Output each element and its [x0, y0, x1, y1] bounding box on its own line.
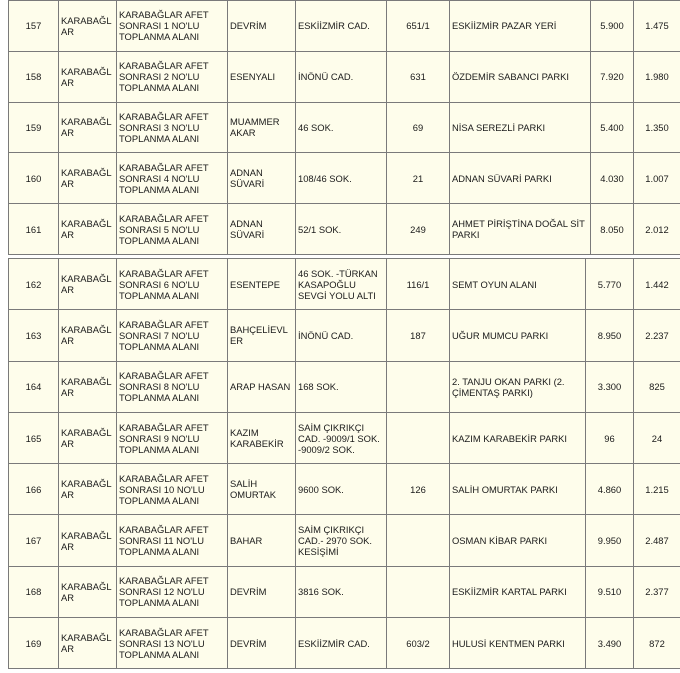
street-cell: ESKİİZMİR CAD. — [296, 618, 387, 669]
area-m2-cell: 8.050 — [591, 204, 634, 255]
door-number-cell — [387, 566, 450, 617]
door-number-cell — [387, 412, 450, 463]
table-row — [9, 153, 680, 204]
assembly-area-name-cell: KARABAĞLAR AFET SONRASI 10 NO'LU TOPLANMA ALANI — [117, 464, 228, 515]
table-row — [9, 515, 680, 566]
row-number: 157 — [9, 1, 59, 52]
door-number-cell: 21 — [387, 153, 450, 204]
district-cell: KARABAĞLAR — [59, 566, 117, 617]
park-name-cell: UĞUR MUMCU PARKI — [450, 310, 586, 361]
area-m2-cell: 9.950 — [586, 515, 634, 566]
area-m2-cell: 96 — [586, 412, 634, 463]
neighborhood-cell: ARAP HASAN — [228, 361, 296, 412]
table-row — [9, 102, 680, 153]
district-cell: KARABAĞLAR — [59, 464, 117, 515]
door-number-cell: 249 — [387, 204, 450, 255]
neighborhood-cell: MUAMMER AKAR — [228, 102, 296, 153]
row-number: 165 — [9, 412, 59, 463]
park-name-cell: ESKİİZMİR KARTAL PARKI — [450, 566, 586, 617]
district-cell: KARABAĞLAR — [59, 204, 117, 255]
assembly-area-name-cell: KARABAĞLAR AFET SONRASI 9 NO'LU TOPLANMA ALANI — [117, 412, 228, 463]
street-cell: ESKİİZMİR CAD. — [296, 1, 387, 52]
table-row — [9, 412, 680, 463]
table-row — [9, 1, 680, 52]
table-body-part-1 — [9, 1, 680, 255]
door-number-cell: 651/1 — [387, 1, 450, 52]
district-cell: KARABAĞLAR — [59, 412, 117, 463]
row-number: 160 — [9, 153, 59, 204]
park-name-cell: SALİH OMURTAK PARKI — [450, 464, 586, 515]
park-name-cell: HULUSİ KENTMEN PARKI — [450, 618, 586, 669]
table-row — [9, 618, 680, 669]
street-cell: 9600 SOK. — [296, 464, 387, 515]
park-name-cell: ESKİİZMİR PAZAR YERİ — [450, 1, 591, 52]
capacity-cell: 872 — [634, 618, 680, 669]
table-row — [9, 464, 680, 515]
table-row — [9, 259, 680, 310]
neighborhood-cell: ADNAN SÜVARİ — [228, 204, 296, 255]
area-m2-cell: 4.030 — [591, 153, 634, 204]
street-cell: SAİM ÇIKRIKÇI CAD. -9009/1 SOK. -9009/2 SOK. — [296, 412, 387, 463]
table-body-part-2 — [9, 259, 680, 669]
park-name-cell: 2. TANJU OKAN PARKI (2. ÇİMENTAŞ PARKI) — [450, 361, 586, 412]
district-cell: KARABAĞLAR — [59, 1, 117, 52]
table-row — [9, 566, 680, 617]
neighborhood-cell: ESENTEPE — [228, 259, 296, 310]
assembly-areas-table-part-1 — [8, 0, 680, 255]
street-cell: 52/1 SOK. — [296, 204, 387, 255]
assembly-area-name-cell: KARABAĞLAR AFET SONRASI 12 NO'LU TOPLANMA ALANI — [117, 566, 228, 617]
assembly-areas-table-part-2 — [8, 258, 680, 669]
district-cell: KARABAĞLAR — [59, 310, 117, 361]
street-cell: 46 SOK. — [296, 102, 387, 153]
street-cell: İNÖNÜ CAD. — [296, 51, 387, 102]
assembly-area-name-cell: KARABAĞLAR AFET SONRASI 11 NO'LU TOPLANMA ALANI — [117, 515, 228, 566]
neighborhood-cell: ESENYALI — [228, 51, 296, 102]
neighborhood-cell: DEVRİM — [228, 1, 296, 52]
capacity-cell: 2.487 — [634, 515, 680, 566]
assembly-area-name-cell: KARABAĞLAR AFET SONRASI 1 NO'LU TOPLANMA ALANI — [117, 1, 228, 52]
neighborhood-cell: DEVRİM — [228, 566, 296, 617]
door-number-cell: 631 — [387, 51, 450, 102]
assembly-area-name-cell: KARABAĞLAR AFET SONRASI 13 NO'LU TOPLANMA ALANI — [117, 618, 228, 669]
street-cell: 46 SOK. -TÜRKAN KASAPOĞLU SEVGİ YOLU ALTI — [296, 259, 387, 310]
street-cell: 108/46 SOK. — [296, 153, 387, 204]
area-m2-cell: 5.900 — [591, 1, 634, 52]
area-m2-cell: 5.400 — [591, 102, 634, 153]
district-cell: KARABAĞLAR — [59, 259, 117, 310]
district-cell: KARABAĞLAR — [59, 618, 117, 669]
park-name-cell: ÖZDEMİR SABANCI PARKI — [450, 51, 591, 102]
capacity-cell: 1.215 — [634, 464, 680, 515]
table-row — [9, 361, 680, 412]
door-number-cell: 116/1 — [387, 259, 450, 310]
capacity-cell: 825 — [634, 361, 680, 412]
capacity-cell: 2.377 — [634, 566, 680, 617]
park-name-cell: OSMAN KİBAR PARKI — [450, 515, 586, 566]
capacity-cell: 1.475 — [634, 1, 680, 52]
capacity-cell: 24 — [634, 412, 680, 463]
street-cell: SAİM ÇIKRIKÇI CAD.- 2970 SOK. KESİŞİMİ — [296, 515, 387, 566]
area-m2-cell: 4.860 — [586, 464, 634, 515]
neighborhood-cell: DEVRİM — [228, 618, 296, 669]
assembly-area-name-cell: KARABAĞLAR AFET SONRASI 7 NO'LU TOPLANMA ALANI — [117, 310, 228, 361]
row-number: 164 — [9, 361, 59, 412]
row-number: 159 — [9, 102, 59, 153]
neighborhood-cell: SALİH OMURTAK — [228, 464, 296, 515]
capacity-cell: 2.237 — [634, 310, 680, 361]
neighborhood-cell: ADNAN SÜVARİ — [228, 153, 296, 204]
assembly-area-name-cell: KARABAĞLAR AFET SONRASI 4 NO'LU TOPLANMA ALANI — [117, 153, 228, 204]
park-name-cell: KAZIM KARABEKİR PARKI — [450, 412, 586, 463]
table-row — [9, 204, 680, 255]
door-number-cell: 603/2 — [387, 618, 450, 669]
district-cell: KARABAĞLAR — [59, 361, 117, 412]
street-cell: İNÖNÜ CAD. — [296, 310, 387, 361]
assembly-area-name-cell: KARABAĞLAR AFET SONRASI 2 NO'LU TOPLANMA ALANI — [117, 51, 228, 102]
neighborhood-cell: BAHAR — [228, 515, 296, 566]
door-number-cell: 69 — [387, 102, 450, 153]
area-m2-cell: 5.770 — [586, 259, 634, 310]
row-number: 163 — [9, 310, 59, 361]
door-number-cell — [387, 361, 450, 412]
capacity-cell: 1.442 — [634, 259, 680, 310]
district-cell: KARABAĞLAR — [59, 102, 117, 153]
table-row — [9, 51, 680, 102]
capacity-cell: 1.007 — [634, 153, 680, 204]
district-cell: KARABAĞLAR — [59, 515, 117, 566]
assembly-area-name-cell: KARABAĞLAR AFET SONRASI 3 NO'LU TOPLANMA ALANI — [117, 102, 228, 153]
table-row — [9, 310, 680, 361]
park-name-cell: ADNAN SÜVARİ PARKI — [450, 153, 591, 204]
door-number-cell: 187 — [387, 310, 450, 361]
row-number: 161 — [9, 204, 59, 255]
district-cell: KARABAĞLAR — [59, 51, 117, 102]
area-m2-cell: 9.510 — [586, 566, 634, 617]
street-cell: 168 SOK. — [296, 361, 387, 412]
area-m2-cell: 3.300 — [586, 361, 634, 412]
capacity-cell: 2.012 — [634, 204, 680, 255]
park-name-cell: AHMET PİRİŞTİNA DOĞAL SİT PARKI — [450, 204, 591, 255]
park-name-cell: NİSA SEREZLİ PARKI — [450, 102, 591, 153]
street-cell: 3816 SOK. — [296, 566, 387, 617]
capacity-cell: 1.350 — [634, 102, 680, 153]
row-number: 158 — [9, 51, 59, 102]
area-m2-cell: 7.920 — [591, 51, 634, 102]
row-number: 166 — [9, 464, 59, 515]
door-number-cell — [387, 515, 450, 566]
row-number: 169 — [9, 618, 59, 669]
row-number: 167 — [9, 515, 59, 566]
assembly-area-name-cell: KARABAĞLAR AFET SONRASI 6 NO'LU TOPLANMA ALANI — [117, 259, 228, 310]
neighborhood-cell: BAHÇELİEVLER — [228, 310, 296, 361]
neighborhood-cell: KAZIM KARABEKİR — [228, 412, 296, 463]
row-number: 162 — [9, 259, 59, 310]
area-m2-cell: 8.950 — [586, 310, 634, 361]
row-number: 168 — [9, 566, 59, 617]
capacity-cell: 1.980 — [634, 51, 680, 102]
area-m2-cell: 3.490 — [586, 618, 634, 669]
assembly-area-name-cell: KARABAĞLAR AFET SONRASI 8 NO'LU TOPLANMA ALANI — [117, 361, 228, 412]
district-cell: KARABAĞLAR — [59, 153, 117, 204]
assembly-area-name-cell: KARABAĞLAR AFET SONRASI 5 NO'LU TOPLANMA ALANI — [117, 204, 228, 255]
park-name-cell: SEMT OYUN ALANI — [450, 259, 586, 310]
door-number-cell: 126 — [387, 464, 450, 515]
